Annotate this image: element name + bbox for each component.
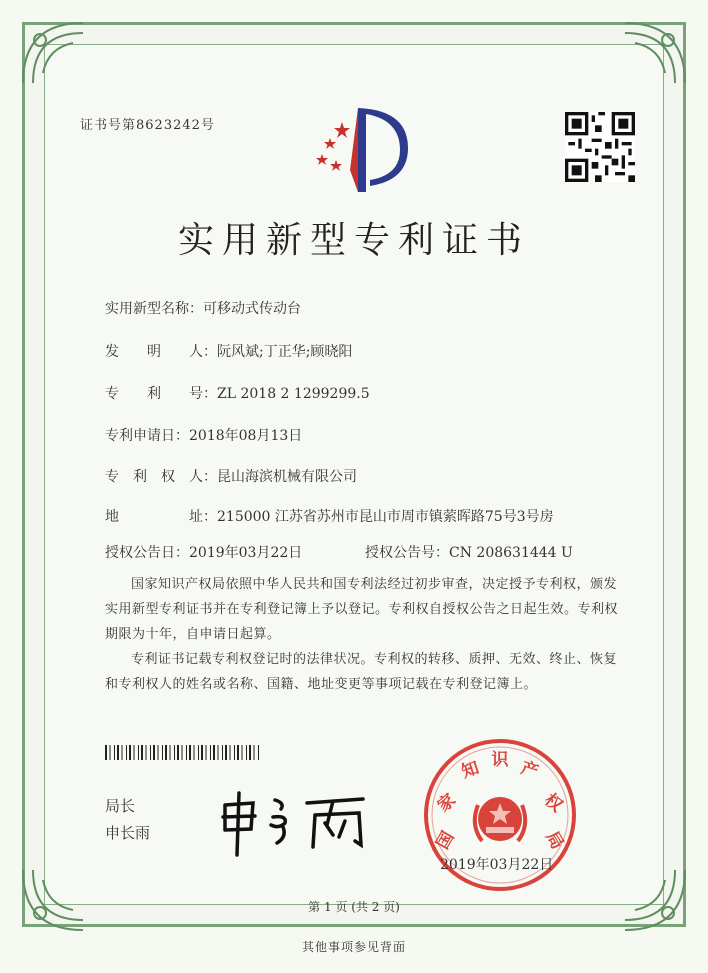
statement-paragraph-2: 专利证书记载专利权登记时的法律状况。专利权的转移、质押、无效、终止、恢复和专利权人的姓名或名称、国籍、地址变更等事项记载在专利登记簿上。 <box>105 652 618 692</box>
certificate-title: 实用新型专利证书 <box>177 220 530 261</box>
svg-text:识: 识 <box>491 750 509 770</box>
field-application-date: 专利申请日：2018年08月13日 <box>105 428 303 444</box>
field-grant-number: 授权公告号：CN 208631444 U <box>365 545 573 561</box>
field-patent-number: 专 利 号：ZL 2018 2 1299299.5 <box>105 386 370 402</box>
certificate-number: 证书号第8623242号 <box>80 118 215 133</box>
signatory-title: 局长 <box>105 797 136 815</box>
svg-text:知: 知 <box>459 758 482 783</box>
signatory-name: 申长雨 <box>105 824 151 842</box>
seal-date: 2019年03月22日 <box>440 857 554 873</box>
field-grant-date: 授权公告日：2019年03月22日 <box>105 545 303 561</box>
handwritten-signature <box>215 785 375 860</box>
field-patentee: 专 利 权 人：昆山海滨机械有限公司 <box>105 469 357 485</box>
corner-ornament-top-left <box>18 18 88 88</box>
field-inventors: 发 明 人：阮风斌;丁正华;顾晓阳 <box>105 344 353 360</box>
back-page-note: 其他事项参见背面 <box>301 940 406 954</box>
svg-text:产: 产 <box>518 758 541 783</box>
field-utility-model-name: 实用新型名称：可移动式传动台 <box>105 301 301 317</box>
svg-text:家: 家 <box>433 790 460 817</box>
statement-paragraph-1: 国家知识产权局依照中华人民共和国专利法经过初步审查，决定授予专利权，颁发实用新型专利证书并在专利登记簿上予以登记。专利权自授权公告之日起生效。专利权期限为十年，自申请日起算。 <box>105 577 619 642</box>
patent-office-emblem-icon <box>300 100 412 195</box>
svg-text:局: 局 <box>541 828 568 853</box>
svg-text:权: 权 <box>540 790 567 817</box>
svg-text:国: 国 <box>432 828 459 853</box>
corner-ornament-top-right <box>620 18 690 88</box>
qr-code-icon <box>565 112 635 182</box>
field-address: 地 址：215000 江苏省苏州市昆山市周市镇萦晖路75号3号房 <box>105 509 554 525</box>
barcode-icon <box>105 745 260 760</box>
page-indicator: 第 1 页 (共 2 页) <box>308 900 400 914</box>
